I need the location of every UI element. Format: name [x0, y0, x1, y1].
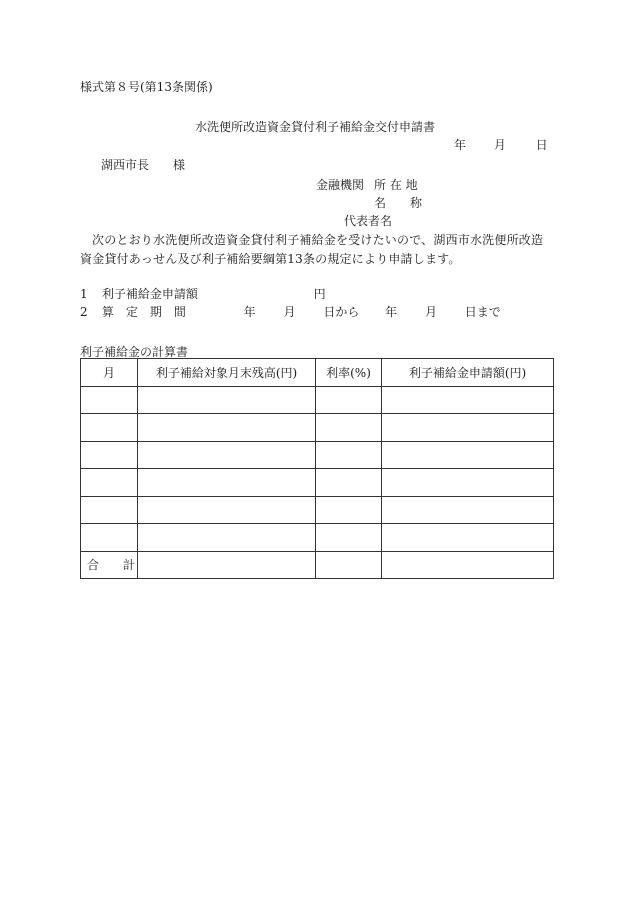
- cell-month[interactable]: [81, 469, 138, 497]
- document-title: 水洗便所改造資金貸付利子補給金交付申請書: [194, 120, 435, 134]
- item-calculation-period: [80, 305, 501, 319]
- calculation-heading: 利子補給金の計算書: [80, 345, 189, 359]
- cell-amount[interactable]: [382, 441, 554, 469]
- period-to-month: 月: [424, 305, 437, 319]
- cell-balance[interactable]: [138, 524, 316, 552]
- total-rate[interactable]: [316, 551, 382, 579]
- addressee: 湖西市長 様: [101, 158, 186, 172]
- cell-balance[interactable]: [138, 386, 316, 414]
- period-from-month: 月: [283, 305, 296, 319]
- cell-rate[interactable]: [316, 441, 382, 469]
- institution-label: 金融機関: [316, 178, 365, 192]
- column-header-month: 月: [81, 359, 138, 387]
- table-row: [81, 496, 554, 524]
- table-row: [81, 441, 554, 469]
- cell-rate[interactable]: [316, 524, 382, 552]
- cell-month[interactable]: [81, 414, 138, 442]
- item1-label: 利子補給金申請額: [101, 287, 198, 301]
- cell-month[interactable]: [81, 441, 138, 469]
- name-label: 名 称: [374, 196, 423, 210]
- item2-label: 算 定 期 間: [101, 305, 186, 319]
- calculation-table: [80, 358, 554, 579]
- total-label: 合 計: [81, 551, 138, 579]
- date-line: [454, 138, 548, 152]
- applicant-block: [316, 178, 422, 232]
- cell-rate[interactable]: [316, 414, 382, 442]
- item2-number: 2: [80, 305, 88, 319]
- column-header-rate: 利率(%): [316, 359, 382, 387]
- period-to-day: 日まで: [464, 305, 501, 319]
- cell-amount[interactable]: [382, 469, 554, 497]
- period-from-year: 年: [243, 305, 256, 319]
- item-application-amount: [80, 287, 326, 301]
- application-statement: 次のとおり水洗便所改造資金貸付利子補給金を受けたいので、湖西市水洗便所改造資金貸付あっせん及び利子補給要綱第13条の規定により申請します。: [80, 233, 544, 266]
- representative-label: 代表者名: [344, 214, 393, 228]
- column-header-amount: 利子補給金申請額(円): [382, 359, 554, 387]
- date-year: 年: [454, 138, 467, 152]
- form-number: 様式第８号(第13条関係): [80, 80, 213, 94]
- cell-balance[interactable]: [138, 469, 316, 497]
- cell-month[interactable]: [81, 524, 138, 552]
- cell-balance[interactable]: [138, 441, 316, 469]
- cell-amount[interactable]: [382, 414, 554, 442]
- address-label: 所 在 地: [374, 178, 418, 192]
- cell-rate[interactable]: [316, 386, 382, 414]
- table-total-row: [81, 551, 554, 579]
- table-header-row: [81, 359, 554, 387]
- period-to-year: 年: [385, 305, 398, 319]
- table-row: [81, 414, 554, 442]
- cell-balance[interactable]: [138, 414, 316, 442]
- date-day: 日: [535, 138, 548, 152]
- item1-unit: 円: [313, 287, 326, 301]
- cell-balance[interactable]: [138, 496, 316, 524]
- cell-rate[interactable]: [316, 469, 382, 497]
- column-header-balance: 利子補給対象月末残高(円): [138, 359, 316, 387]
- cell-amount[interactable]: [382, 496, 554, 524]
- cell-amount[interactable]: [382, 524, 554, 552]
- period-from-day: 日から: [323, 305, 360, 319]
- total-balance[interactable]: [138, 551, 316, 579]
- cell-month[interactable]: [81, 496, 138, 524]
- cell-amount[interactable]: [382, 386, 554, 414]
- date-month: 月: [493, 138, 506, 152]
- item1-number: 1: [80, 287, 88, 301]
- total-amount[interactable]: [382, 551, 554, 579]
- cell-month[interactable]: [81, 386, 138, 414]
- table-row: [81, 524, 554, 552]
- cell-rate[interactable]: [316, 496, 382, 524]
- table-row: [81, 469, 554, 497]
- table-row: [81, 386, 554, 414]
